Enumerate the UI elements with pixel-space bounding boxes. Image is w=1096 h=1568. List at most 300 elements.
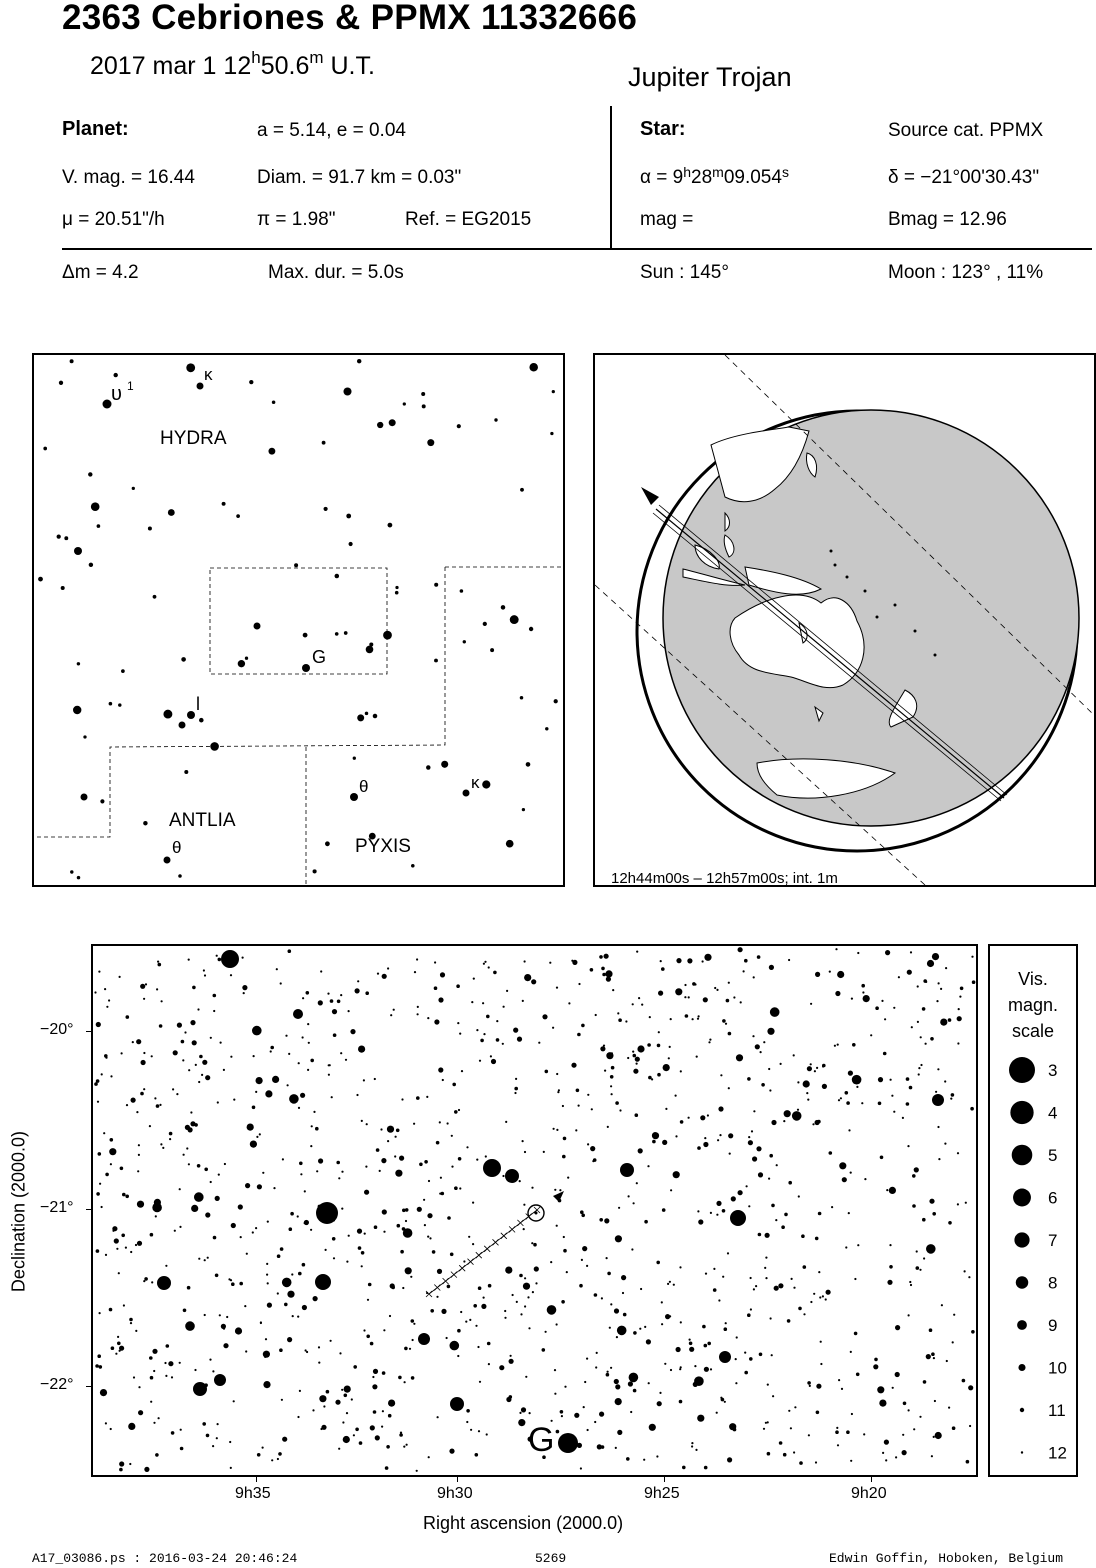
field-star <box>209 1359 211 1361</box>
field-star <box>918 1067 920 1069</box>
field-star <box>704 1367 709 1372</box>
field-star <box>510 1355 512 1357</box>
field-star <box>661 1323 663 1325</box>
field-star <box>524 1151 526 1153</box>
asteroid-path <box>426 1191 564 1297</box>
field-star <box>183 1154 185 1156</box>
field-star <box>635 1113 639 1117</box>
field-star <box>554 1189 556 1191</box>
field-star <box>808 1434 810 1436</box>
field-star <box>323 1405 325 1407</box>
field-star <box>164 1362 166 1364</box>
field-star <box>709 1039 711 1041</box>
field-star <box>877 1386 884 1393</box>
field-star <box>504 1310 506 1312</box>
field-star <box>908 1314 910 1316</box>
finder-star <box>529 363 538 372</box>
field-star <box>262 1447 264 1449</box>
field-star <box>475 1325 477 1327</box>
moon-elongation: Moon : 123° , 11% <box>888 262 1044 283</box>
field-star <box>340 994 342 996</box>
bright-star <box>193 1382 207 1396</box>
field-star <box>725 1322 727 1324</box>
x-axis-label: Right ascension (2000.0) <box>423 1513 624 1533</box>
field-star <box>895 1372 900 1377</box>
field-star <box>470 1429 472 1431</box>
field-star <box>300 1173 302 1175</box>
field-star <box>519 1180 521 1182</box>
field-star <box>878 1102 882 1106</box>
field-star <box>220 1042 222 1044</box>
field-star <box>749 1357 753 1361</box>
field-star <box>235 1327 242 1334</box>
field-star <box>198 1081 200 1083</box>
legend-label: 9 <box>1048 1316 1058 1335</box>
field-star <box>670 1369 672 1371</box>
finder-star <box>236 514 240 518</box>
legend-title-line: magn. <box>1007 995 1059 1015</box>
field-star <box>344 1394 348 1398</box>
field-star <box>842 1177 847 1182</box>
field-star <box>950 1098 952 1100</box>
field-star <box>571 1063 576 1068</box>
field-star <box>523 1204 525 1206</box>
field-star <box>705 1273 707 1275</box>
field-star <box>744 1352 746 1354</box>
field-star <box>131 1098 136 1103</box>
field-star <box>434 1019 439 1024</box>
field-star <box>399 1433 403 1437</box>
field-star <box>340 1052 342 1054</box>
field-star <box>454 1186 458 1190</box>
field-star <box>519 1274 523 1278</box>
field-star <box>595 1014 597 1016</box>
field-star <box>110 1428 112 1430</box>
field-star <box>534 1266 539 1271</box>
field-star <box>576 1089 580 1093</box>
legend-items <box>1009 1057 1067 1463</box>
field-star <box>632 1003 634 1005</box>
field-star <box>194 1369 196 1371</box>
field-star <box>204 974 206 976</box>
field-star <box>336 1161 340 1165</box>
legend-symbol <box>1020 1408 1024 1412</box>
chart-marker-g: G <box>528 1421 555 1459</box>
field-star <box>922 1218 926 1222</box>
field-star <box>379 1170 381 1172</box>
island <box>846 576 849 579</box>
legend-symbol <box>1009 1057 1035 1083</box>
field-star <box>292 1315 294 1317</box>
field-star <box>658 1031 660 1033</box>
label-pyxis: PYXIS <box>355 836 411 857</box>
motion-arrow-icon <box>553 1191 564 1202</box>
field-star <box>835 991 840 996</box>
field-star <box>910 1284 912 1286</box>
field-star <box>661 1301 663 1303</box>
label-theta-antlia: θ <box>172 838 182 857</box>
field-star <box>630 1411 632 1413</box>
field-star <box>398 1376 402 1380</box>
field-star <box>313 1296 318 1301</box>
field-star <box>720 1074 722 1076</box>
field-star <box>797 1081 799 1083</box>
field-star <box>137 1170 139 1172</box>
field-star <box>640 1288 642 1290</box>
field-star <box>933 1436 935 1438</box>
field-star <box>780 1063 782 1065</box>
ra-prefix: α = 9 <box>640 167 684 188</box>
field-star <box>155 1453 159 1457</box>
planet-motion: μ = 20.51"/h <box>62 209 165 230</box>
field-star <box>578 983 580 985</box>
field-star <box>514 1092 516 1094</box>
field-star <box>429 1237 431 1239</box>
field-star <box>457 1329 461 1333</box>
field-star <box>109 1308 113 1312</box>
field-star <box>906 1077 910 1081</box>
field-star <box>138 1410 143 1415</box>
field-star <box>133 1376 135 1378</box>
legend-title-line: scale <box>1011 1021 1055 1041</box>
field-star <box>479 1060 481 1062</box>
finder-star-bright <box>81 794 88 801</box>
field-star <box>458 1157 462 1161</box>
field-star <box>647 1043 651 1047</box>
finder-star <box>70 870 73 873</box>
field-star <box>903 1402 907 1406</box>
field-star <box>224 1163 226 1165</box>
field-star <box>505 1267 512 1274</box>
field-star <box>265 1338 267 1340</box>
field-star <box>810 1003 812 1005</box>
field-star <box>765 1422 767 1424</box>
field-star <box>271 1459 273 1461</box>
field-star <box>279 1348 283 1352</box>
date-suffix: U.T. <box>323 52 375 80</box>
field-star <box>337 1000 341 1004</box>
field-star <box>765 1257 767 1259</box>
field-star <box>610 1085 612 1087</box>
field-star <box>165 1375 167 1377</box>
field-star <box>850 1351 852 1353</box>
finder-star <box>482 780 490 788</box>
field-star <box>854 1332 858 1336</box>
field-star <box>602 973 606 977</box>
field-star <box>689 1347 694 1352</box>
finder-star <box>421 392 425 396</box>
field-star <box>932 1212 936 1216</box>
field-star <box>454 1110 458 1114</box>
field-star <box>633 1202 635 1204</box>
finder-star <box>294 563 298 567</box>
field-star <box>960 987 964 991</box>
field-star <box>156 1104 160 1108</box>
field-star <box>306 991 310 995</box>
field-star <box>475 1453 479 1457</box>
field-star <box>341 1389 343 1391</box>
legend-title-line: Vis. <box>1018 969 1048 989</box>
field-star <box>230 974 232 976</box>
label-hydra: HYDRA <box>160 428 227 449</box>
field-star <box>513 1028 518 1033</box>
field-star <box>662 1140 667 1145</box>
field-star <box>380 1128 382 1130</box>
field-star <box>210 1181 212 1183</box>
target-star-dot <box>535 1212 538 1215</box>
field-star <box>673 1284 675 1286</box>
field-star <box>610 1367 612 1369</box>
field-star <box>447 1122 449 1124</box>
field-star <box>781 1225 785 1229</box>
field-star <box>697 1018 699 1020</box>
sun-elongation: Sun : 145° <box>640 262 729 283</box>
field-star <box>694 1376 704 1386</box>
finder-star <box>77 876 81 880</box>
field-star <box>837 1044 839 1046</box>
field-star <box>791 1278 793 1280</box>
field-star <box>160 1143 162 1145</box>
field-star <box>424 1224 426 1226</box>
field-star <box>884 1440 889 1445</box>
legend-symbol <box>1014 1232 1029 1247</box>
field-star <box>906 1102 910 1106</box>
field-star <box>587 1143 589 1145</box>
field-star <box>688 996 690 998</box>
field-star <box>488 966 490 968</box>
field-star <box>837 1444 839 1446</box>
field-star <box>685 1014 689 1018</box>
field-star <box>911 1026 913 1028</box>
field-star <box>387 967 389 969</box>
field-star <box>819 1296 821 1298</box>
field-star <box>770 1007 780 1017</box>
field-star <box>951 1093 955 1097</box>
table-divider-horizontal <box>62 248 1092 250</box>
field-star <box>670 1018 672 1020</box>
field-star <box>615 1447 617 1449</box>
field-star <box>631 1248 633 1250</box>
field-star <box>618 1207 620 1209</box>
finder-star <box>529 627 533 631</box>
field-star <box>307 1023 309 1025</box>
field-star <box>675 988 682 995</box>
field-star <box>403 1446 405 1448</box>
field-star <box>477 1346 479 1348</box>
field-star <box>128 1423 135 1430</box>
date-minute-unit: m <box>309 48 324 67</box>
field-star <box>457 1355 459 1357</box>
field-star <box>502 1175 504 1177</box>
field-star <box>925 1043 927 1045</box>
field-star <box>774 1286 779 1291</box>
field-star <box>579 1284 583 1288</box>
field-star <box>938 982 940 984</box>
field-star <box>204 1314 206 1316</box>
field-star <box>628 1381 633 1386</box>
field-star <box>493 971 497 975</box>
field-star <box>769 1154 773 1158</box>
field-star <box>895 1325 900 1330</box>
track-arrow-icon <box>641 487 659 505</box>
field-star <box>887 1280 892 1285</box>
field-star <box>524 960 526 962</box>
field-star <box>125 1247 127 1249</box>
field-star <box>318 1362 320 1364</box>
field-star <box>212 1445 214 1447</box>
field-star <box>332 1009 337 1014</box>
field-star <box>563 1137 567 1141</box>
field-star <box>287 1084 289 1086</box>
ra-seconds: 09.054 <box>723 167 782 188</box>
field-star <box>356 1094 358 1096</box>
field-star <box>502 1043 504 1045</box>
field-star <box>545 1331 547 1333</box>
field-star <box>476 1159 478 1161</box>
field-star <box>944 1143 946 1145</box>
field-star <box>109 1148 116 1155</box>
field-star <box>96 1022 101 1027</box>
field-star <box>310 1229 312 1231</box>
delta-mag: Δm = 4.2 <box>62 262 139 283</box>
planet-diameter: Diam. = 91.7 km = 0.03" <box>257 167 462 188</box>
field-star <box>169 1138 171 1140</box>
field-star <box>188 959 190 961</box>
field-star <box>940 988 942 990</box>
field-star <box>367 1299 369 1301</box>
field-star <box>798 1307 802 1311</box>
field-star <box>304 1222 306 1224</box>
field-star <box>348 1010 350 1012</box>
field-star <box>121 1052 123 1054</box>
field-star <box>740 1001 742 1003</box>
field-star <box>165 1265 167 1267</box>
field-star <box>614 1379 619 1384</box>
field-star <box>606 977 611 982</box>
field-star <box>486 1015 490 1019</box>
x-tick-label: 9h35 <box>235 1485 271 1502</box>
field-star <box>204 1259 206 1261</box>
field-star <box>704 954 711 961</box>
field-star <box>136 1111 138 1113</box>
field-star <box>188 1163 190 1165</box>
field-star <box>736 1336 738 1338</box>
star-bmag: Bmag = 12.96 <box>888 209 1007 230</box>
field-star <box>816 1067 818 1069</box>
field-star <box>190 1020 195 1025</box>
field-star <box>116 1248 118 1250</box>
field-star <box>130 1322 132 1324</box>
field-star <box>747 1313 751 1317</box>
planet-orbit: a = 5.14, e = 0.04 <box>257 120 406 141</box>
field-star <box>748 1140 753 1145</box>
field-star <box>907 970 912 975</box>
field-star <box>460 1311 462 1313</box>
field-star <box>353 1434 355 1436</box>
field-star <box>604 1218 609 1223</box>
field-star <box>406 1444 408 1446</box>
field-star <box>328 1064 330 1066</box>
field-star <box>680 1120 684 1124</box>
finder-star <box>148 526 152 530</box>
field-star <box>935 1091 937 1093</box>
finder-star <box>395 591 399 595</box>
field-star <box>549 962 551 964</box>
field-star <box>625 1020 627 1022</box>
field-star <box>496 1020 498 1022</box>
field-star <box>854 1278 856 1280</box>
field-star <box>410 1276 412 1278</box>
y-tick-mark <box>86 1386 91 1387</box>
field-star <box>851 998 853 1000</box>
bright-star <box>558 1433 578 1453</box>
field-star <box>704 1344 708 1348</box>
field-star <box>140 1092 144 1096</box>
finder-star <box>383 631 392 640</box>
field-star <box>892 1387 894 1389</box>
field-star <box>404 1347 408 1351</box>
field-star <box>759 1174 761 1176</box>
field-star <box>735 1358 737 1360</box>
field-star <box>850 1172 852 1174</box>
field-star <box>447 1216 451 1220</box>
field-star <box>606 1257 608 1259</box>
planet-vmag: V. mag. = 16.44 <box>62 167 195 188</box>
field-star <box>733 996 735 998</box>
field-star <box>763 1428 765 1430</box>
field-star <box>614 1308 619 1313</box>
field-star <box>716 1201 721 1206</box>
field-star <box>594 1293 598 1297</box>
finder-star <box>89 563 93 567</box>
field-star <box>902 1450 907 1455</box>
field-star <box>427 1017 429 1019</box>
field-star <box>751 1130 753 1132</box>
field-star <box>202 1060 207 1065</box>
field-star <box>595 1366 597 1368</box>
field-star <box>311 1125 313 1127</box>
field-star <box>158 963 162 967</box>
globe-panel <box>593 353 1096 887</box>
field-star <box>691 1445 693 1447</box>
field-star <box>488 1363 490 1365</box>
finder-star <box>441 761 448 768</box>
x-tick-label: 9h25 <box>644 1485 680 1502</box>
field-star <box>194 1192 204 1202</box>
finder-star <box>353 757 356 760</box>
field-star <box>298 1272 302 1276</box>
finder-star <box>43 447 47 451</box>
finder-star-bright <box>254 623 261 630</box>
field-star <box>282 1158 284 1160</box>
field-star <box>696 1056 698 1058</box>
field-star <box>330 999 334 1003</box>
field-star <box>140 984 145 989</box>
field-star <box>101 1073 103 1075</box>
field-star <box>586 1358 588 1360</box>
field-star <box>522 1140 524 1142</box>
field-star <box>341 1171 343 1173</box>
field-star <box>434 986 438 990</box>
field-star <box>759 1353 763 1357</box>
field-star <box>641 1004 643 1006</box>
field-star <box>210 1037 212 1039</box>
field-star <box>713 1268 715 1270</box>
field-star <box>622 1292 624 1294</box>
field-star <box>215 1196 220 1201</box>
field-star <box>809 1385 811 1387</box>
field-star <box>522 1000 524 1002</box>
